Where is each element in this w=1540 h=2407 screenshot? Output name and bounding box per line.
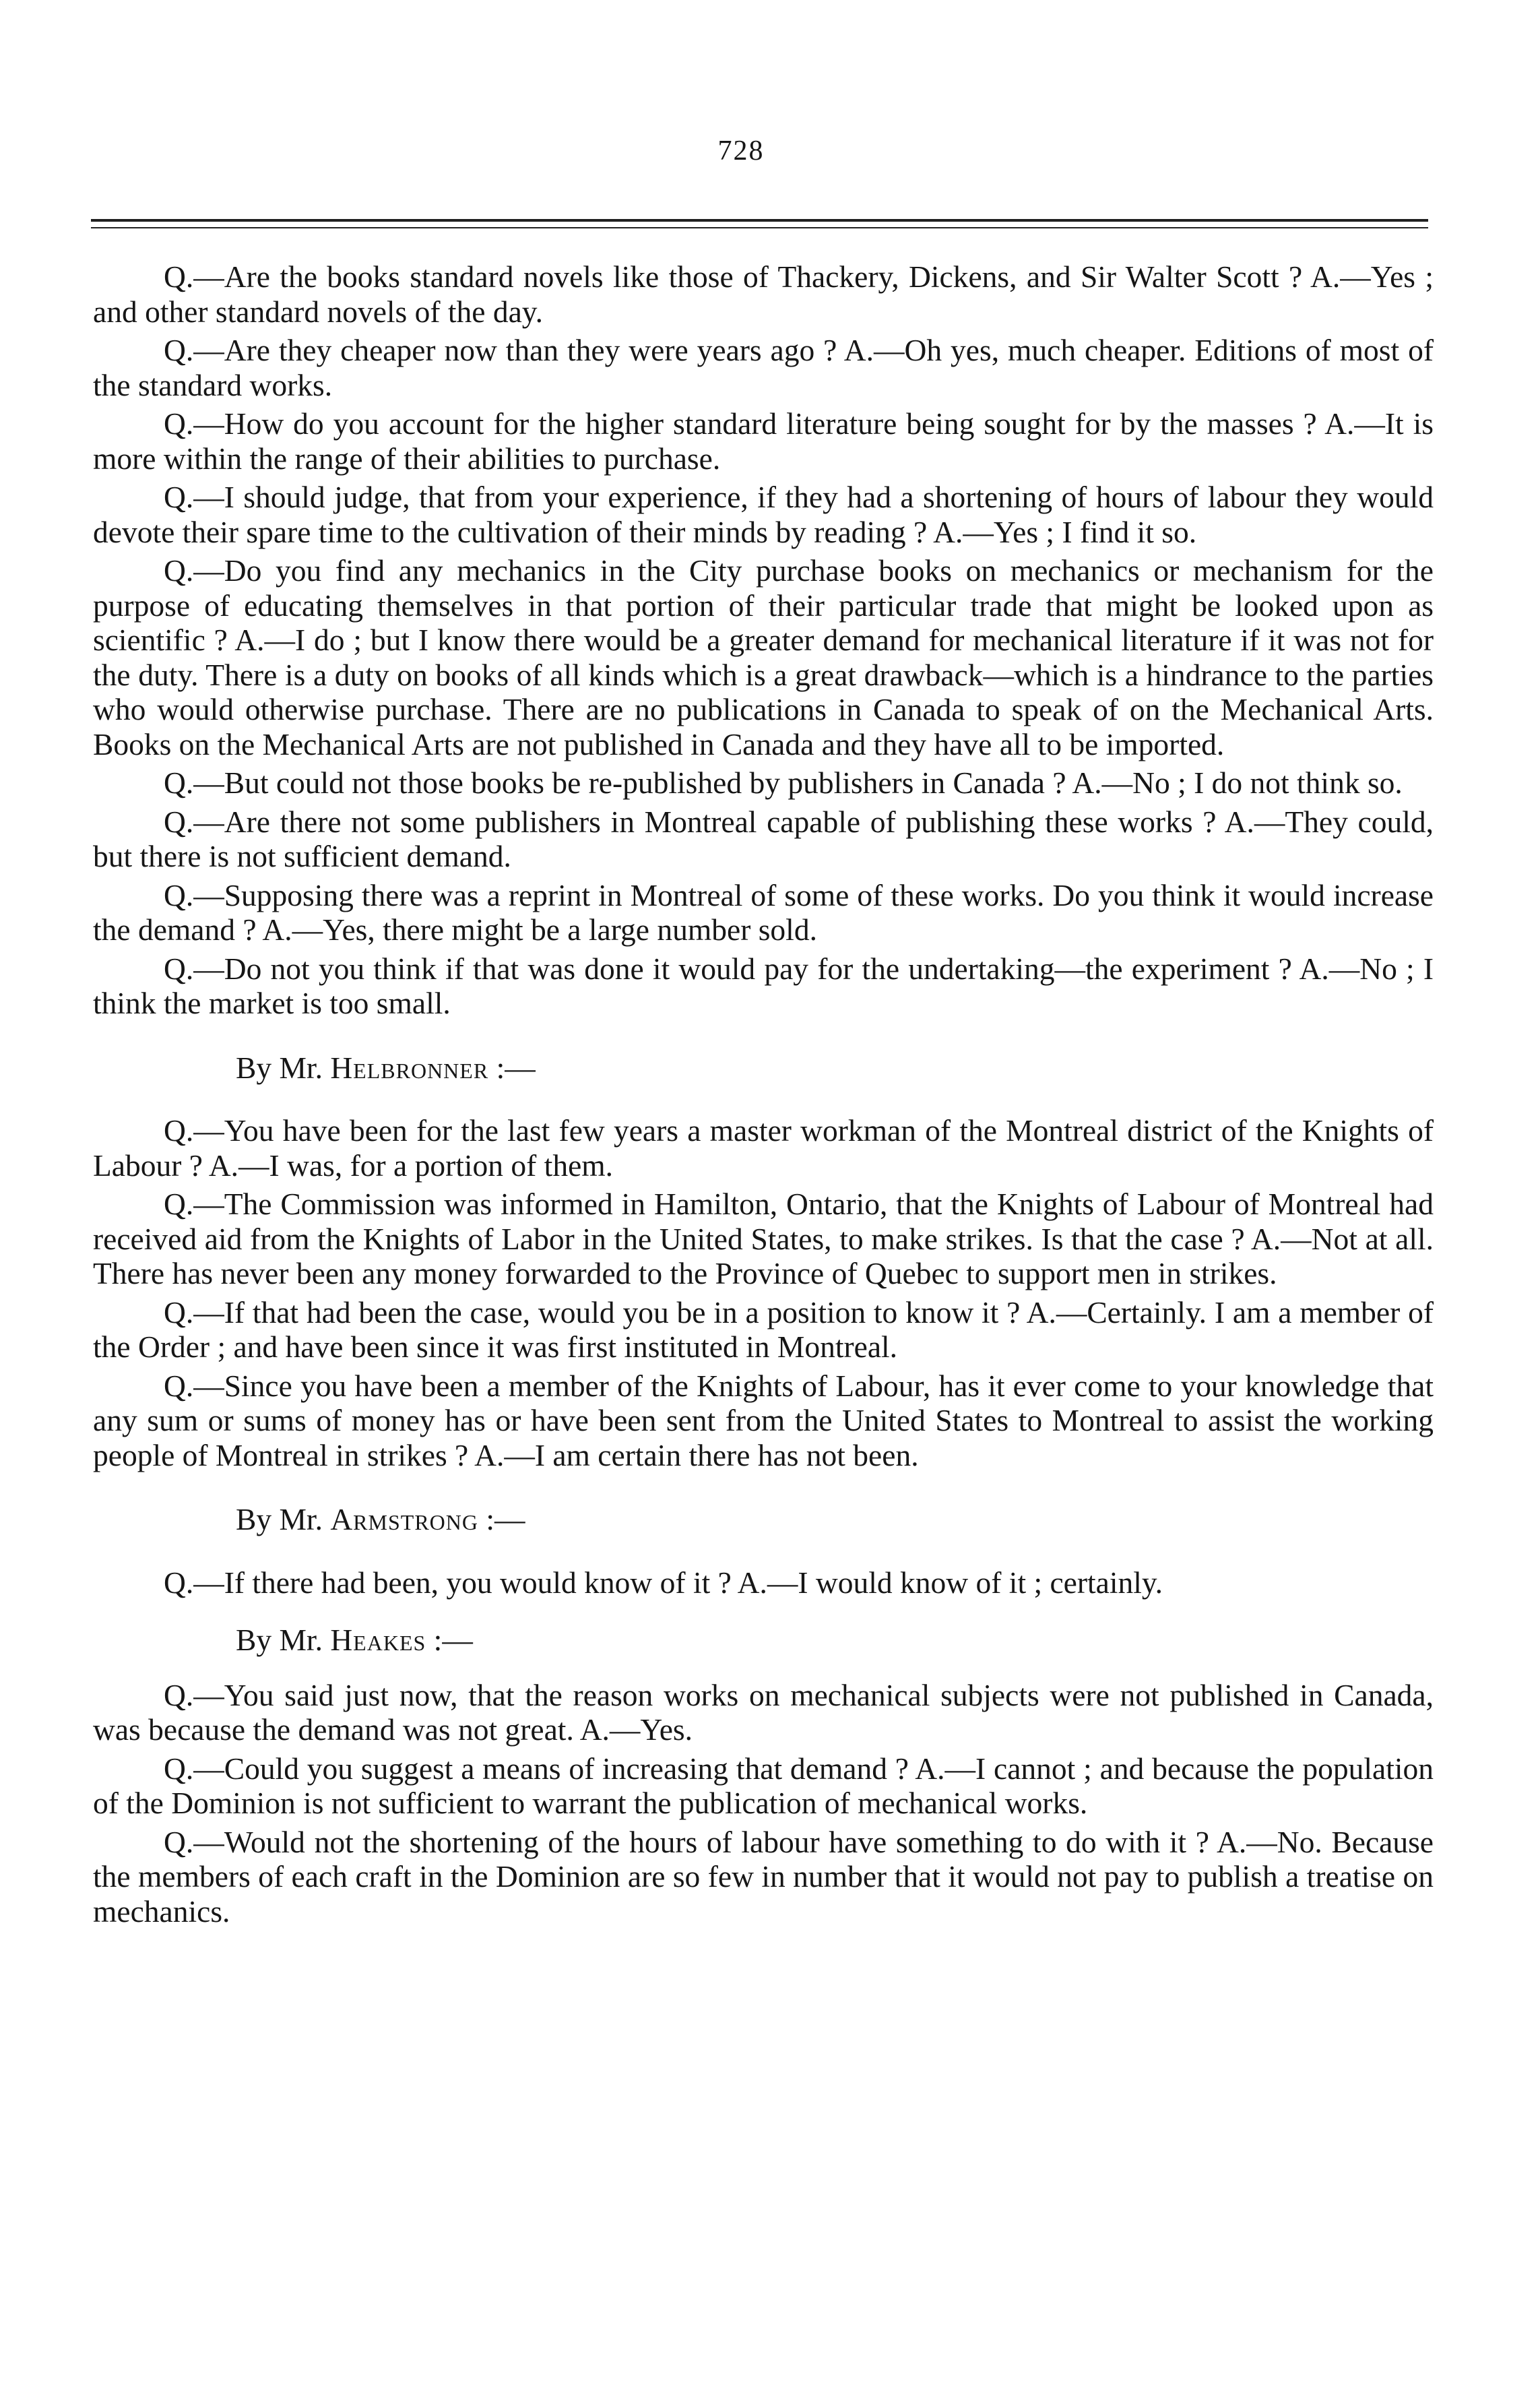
qa-paragraph: Q.—Since you have been a member of the Knights of Labour, has it ever come to your knowledge that any sum or sums of money has or have been sent from the United States to Montreal to assist the working people of Montreal in strikes ? A.—I am certain there has not been. xyxy=(93,1368,1434,1472)
speaker-prefix: By Mr. xyxy=(236,1050,331,1085)
speaker-name: Heakes xyxy=(330,1623,426,1657)
qa-paragraph: Q.—Are the books standard novels like those of Thackery, Dickens, and Sir Walter Scott ? A.—Yes ; and other standard novels of the day. xyxy=(93,259,1434,329)
speaker-heading-helbronner xyxy=(93,1051,1434,1086)
qa-paragraph: Q.—The Commission was informed in Hamilton, Ontario, that the Knights of Labour of Montreal had received aid from the Knights of Labor in the United States, to make strikes. Is that the case ? A.—Not at all. There has never been any money forwarded to the Province of Quebec to support men in strikes. xyxy=(93,1187,1434,1290)
qa-paragraph: Q.—Could you suggest a means of increasing that demand ? A.—I cannot ; and because the population of the Dominion is not sufficient to warrant the publication of mechanical works. xyxy=(93,1751,1434,1820)
qa-paragraph: Q.—If there had been, you would know of it ? A.—I would know of it ; certainly. xyxy=(164,1565,1163,1600)
speaker-prefix: By Mr. xyxy=(236,1623,331,1657)
qa-paragraph: Q.—You have been for the last few years a master workman of the Montreal district of the Knights of Labour ? A.—I was, for a portion of them. xyxy=(93,1113,1434,1183)
speaker-suffix: :— xyxy=(426,1623,473,1657)
page-number: 728 xyxy=(717,135,765,166)
qa-paragraph: Q.—Do not you think if that was done it would pay for the undertaking—the experiment ? A.—No ; I think the market is too small. xyxy=(93,951,1434,1020)
qa-paragraph: Q.—But could not those books be re-published by publishers in Canada ? A.—No ; I do not think so. xyxy=(164,765,1403,800)
qa-paragraph: Q.—Would not the shortening of the hours of labour have something to do with it ? A.—No. Because the members of each craft in the Dominion are so few in number that it would not pay to publish a treatise on mechanics. xyxy=(93,1824,1434,1929)
qa-paragraph: Q.—Are there not some publishers in Montreal capable of publishing these works ? A.—They could, but there is not sufficient demand. xyxy=(93,804,1434,873)
speaker-prefix: By Mr. xyxy=(236,1502,331,1536)
header-rule-thick xyxy=(91,219,1428,222)
qa-paragraph: Q.—Supposing there was a reprint in Montreal of some of these works. Do you think it would increase the demand ? A.—Yes, there might be a large number sold. xyxy=(93,877,1434,947)
qa-paragraph: Q.—If that had been the case, would you be in a position to know it ? A.—Certainly. I am a member of the Order ; and have been since it was first instituted in Montreal. xyxy=(93,1294,1434,1364)
qa-paragraph: Q.—How do you account for the higher standard literature being sought for by the masses ? A.—It is more within the range of their abilities to purchase. xyxy=(93,406,1434,476)
speaker-name: Armstrong xyxy=(330,1502,478,1536)
qa-paragraph: Q.—Do you find any mechanics in the City purchase books on mechanics or mechanism for the purpose of educating themselves in that portion of their particular trade that might be looked upon as scientific ? A.—I do ; but I know there would be a greater demand for mechanical literature if it was not for the duty. There is a duty on books of all kinds which is a great drawback—which is a hindrance to the parties who would otherwise purchase. There are no publications in Canada to speak of on the Mechanical Arts. Books on the Mechanical Arts are not published in Canada and they have all to be imported. xyxy=(93,553,1434,761)
speaker-heading-heakes xyxy=(93,1623,1434,1658)
header-rule-thin xyxy=(91,227,1428,228)
speaker-heading-armstrong xyxy=(93,1502,1434,1537)
speaker-name: Helbronner xyxy=(330,1050,489,1085)
speaker-suffix: :— xyxy=(478,1502,525,1536)
qa-paragraph: Q.—I should judge, that from your experience, if they had a shortening of hours of labour they would devote their spare time to the cultivation of their minds by reading ? A.—Yes ; I find it so. xyxy=(93,480,1434,549)
qa-paragraph: Q.—You said just now, that the reason works on mechanical subjects were not published in Canada, was because the demand was not great. A.—Yes. xyxy=(93,1677,1434,1747)
testimony-body xyxy=(93,259,1434,1933)
speaker-suffix: :— xyxy=(488,1050,536,1085)
qa-paragraph: Q.—Are they cheaper now than they were years ago ? A.—Oh yes, much cheaper. Editions of most of the standard works. xyxy=(93,333,1434,402)
